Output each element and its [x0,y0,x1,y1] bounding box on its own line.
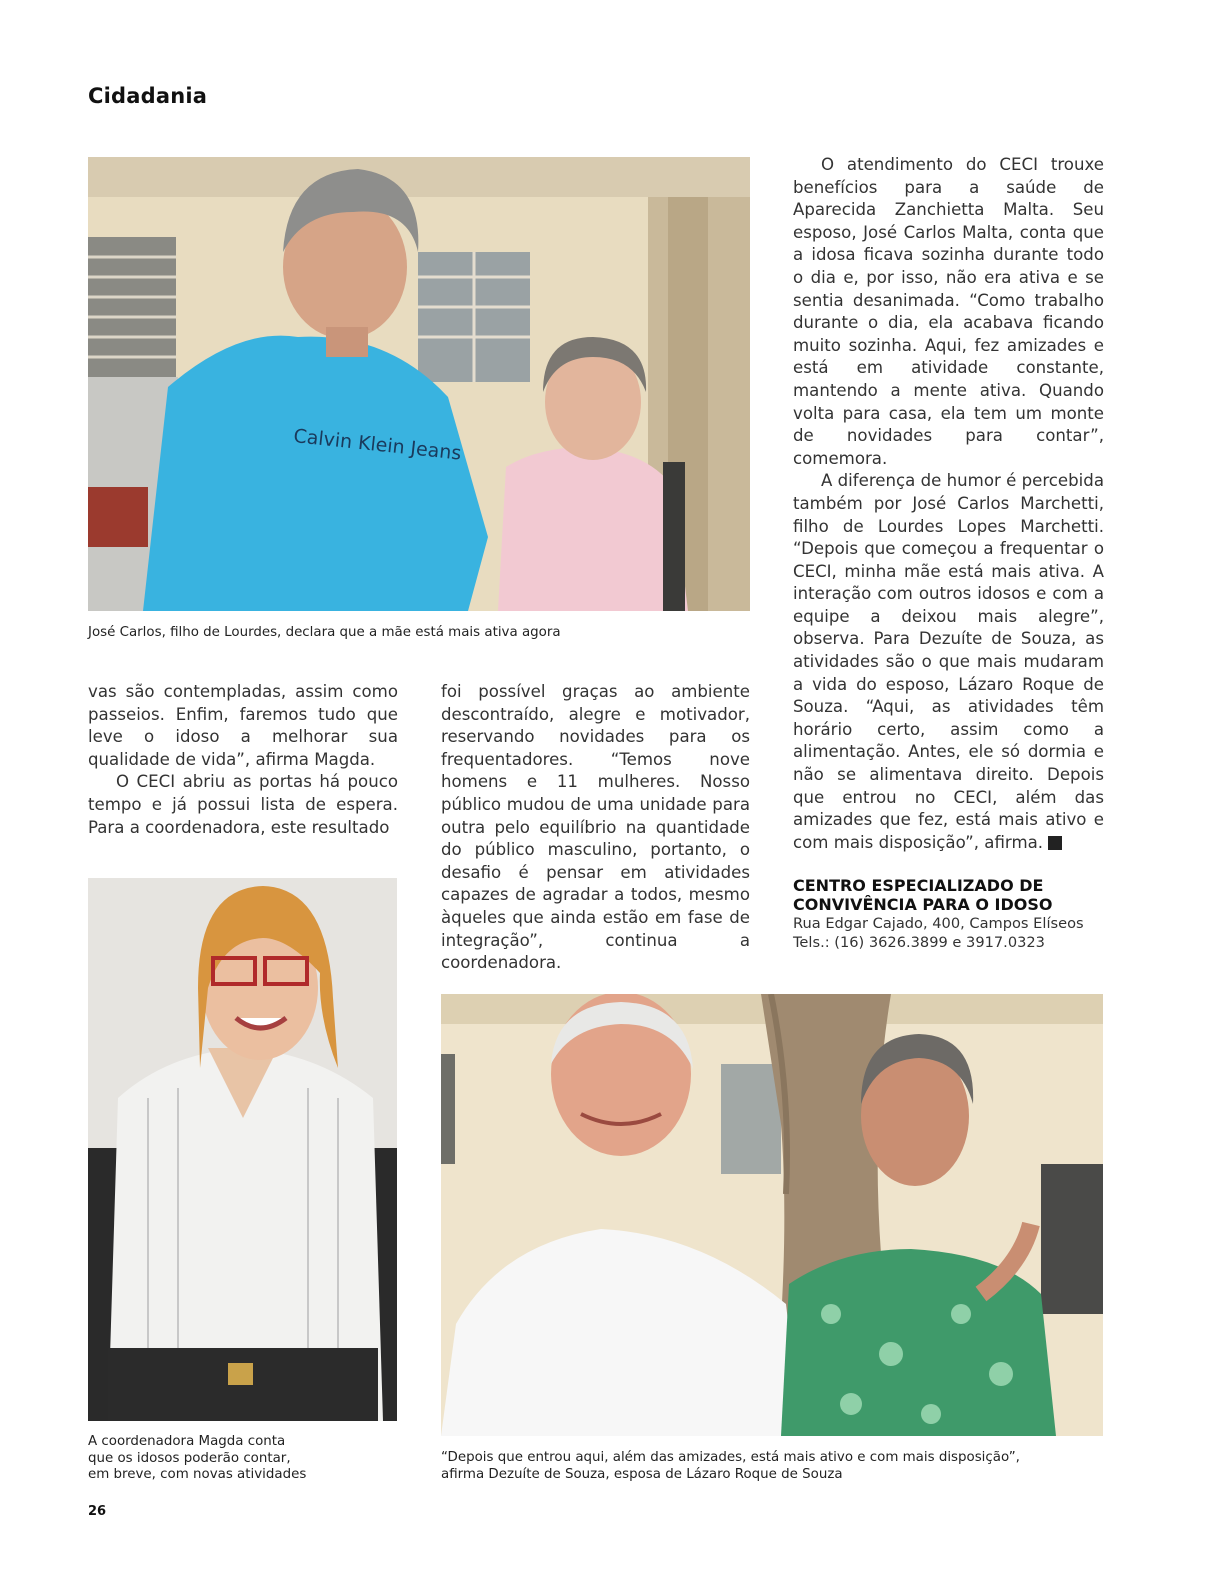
caption-left-photo [88,1434,397,1484]
article-column-3 [793,154,1104,854]
photo-lazaro-and-dezuite [441,994,1103,1436]
photo-jose-carlos-and-lourdes [88,157,750,611]
info-box-phones: Tels.: (16) 3626.3899 e 3917.0323 [793,934,1045,951]
paragraph-text: A diferença de humor é percebida também por José Carlos Marchetti, filho de Lourdes Lopes Marchetti. “Depois que começou a frequentar o CECI, minha mãe está mais ativa. A interação com outros idosos e com a equipe a deixou mais alegre”, observa. Para Dezuíte de Souza, as atividades são o que mais mudaram a vida do esposo, Lázaro Roque de Souza. “Aqui, as atividades têm horário certo, assim como a alimentação. Antes, ele só dormia e não se alimentava direito. Depois que entrou no CECI, além das amizades que fez, está mais ativo e com mais disposição”, afirma. [793,471,1104,852]
caption-top-photo: José Carlos, filho de Lourdes, declara que a mãe está mais ativa agora [88,625,561,640]
page-number: 26 [88,1504,107,1519]
article-column-2 [441,681,750,975]
paragraph: foi possível graças ao ambiente descontraído, alegre e motivador, reservando novidades para os frequentadores. “Temos nove homens e 11 mulheres. Nosso público mudou de uma unidade para outra pelo equilíbrio na quantidade do público masculino, portanto, o desafio é pensar em atividades capazes de agradar a todos, mesmo àqueles que ainda estão em fase de integração”, continua a coordenadora. [441,682,750,973]
caption-line: “Depois que entrou aqui, além das amizades, está mais ativo e com mais disposição”, [441,1450,1020,1465]
caption-line: que os idosos poderão contar, [88,1450,291,1466]
caption-right-photo [441,1450,1103,1483]
paragraph [793,470,1104,854]
info-box [793,876,1104,952]
section-title: Cidadania [88,84,208,108]
paragraph: O atendimento do CECI trouxe benefícios para a saúde de Aparecida Zanchietta Malta. Seu esposo, José Carlos Malta, conta que a idosa ficava sozinha durante todo o dia e, por isso, não era ativa e se sentia desanimada. “Como trabalho durante o dia, ela acabava ficando muito sozinha. Aqui, fez amizades e está em atividade constante, mantendo a mente ativa. Quando volta para casa, ela tem um monte de novidades para contar”, comemora. [793,155,1104,468]
info-box-address: Rua Edgar Cajado, 400, Campos Elíseos [793,915,1084,932]
shirt-text: Calvin Klein Jeans [292,425,463,465]
info-box-title: CONVIVÊNCIA PARA O IDOSO [793,895,1053,914]
photo-coordinator-magda [88,878,397,1421]
caption-line: afirma Dezuíte de Souza, esposa de Lázaro Roque de Souza [441,1466,843,1482]
caption-line: em breve, com novas atividades [88,1467,307,1482]
paragraph: vas são contempladas, assim como passeios. Enfim, faremos tudo que leve o idoso a melhorar sua qualidade de vida”, afirma Magda. [88,682,398,769]
article-column-1 [88,681,398,839]
caption-line: A coordenadora Magda conta [88,1434,286,1449]
end-of-article-mark: r [1048,836,1062,850]
info-box-title: CENTRO ESPECIALIZADO DE [793,876,1044,895]
paragraph: O CECI abriu as portas há pouco tempo e já possui lista de espera. Para a coordenadora, este resultado [88,772,398,837]
